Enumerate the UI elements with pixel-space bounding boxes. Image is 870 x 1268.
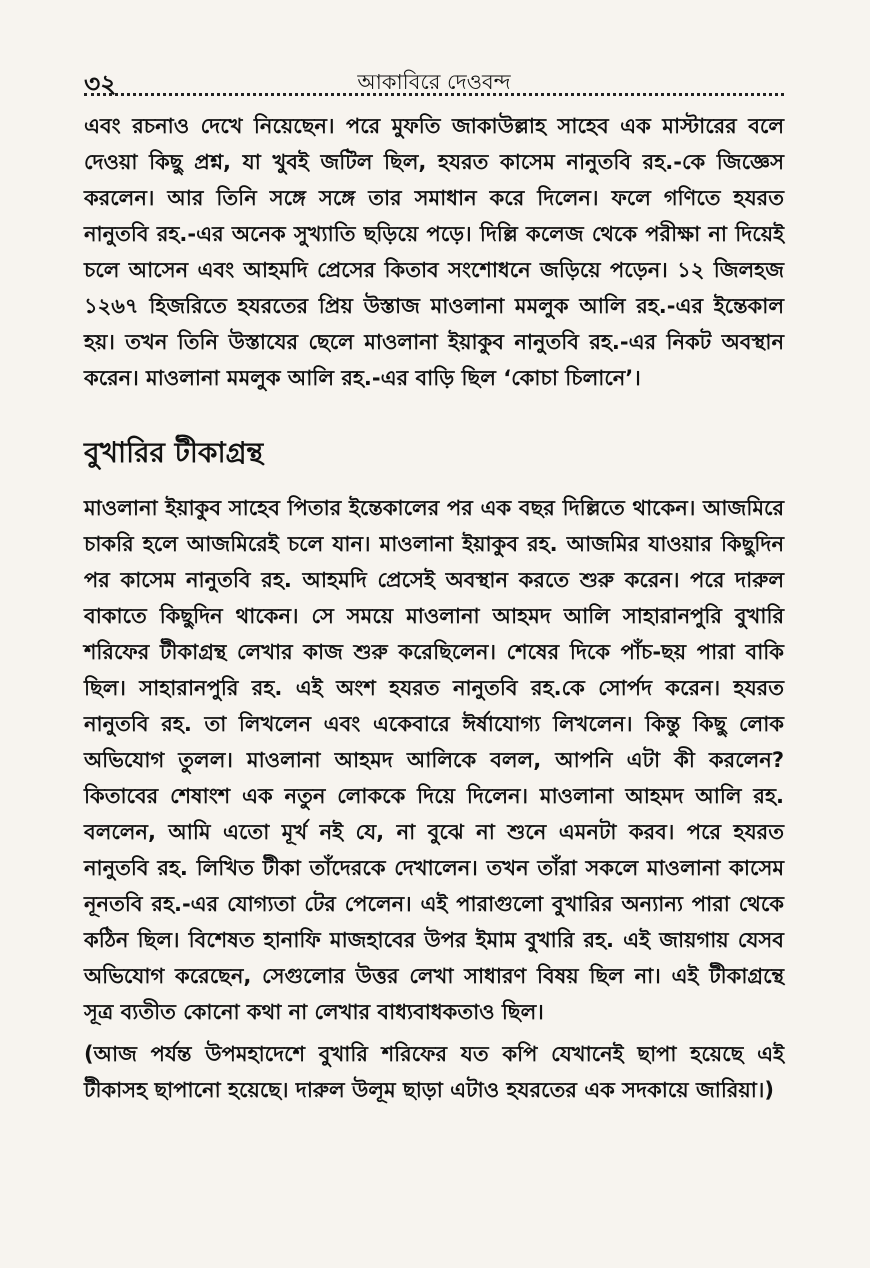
section-heading: বুখারির টীকাগ্রন্থ — [84, 436, 264, 469]
page-content — [84, 108, 784, 1108]
opening-paragraph: এবং রচনাও দেখে নিয়েছেন। পরে মুফতি জাকাউল্লাহ সাহেব এক মাস্টারের বলে দেওয়া কিছু প্রশ্ন, যা খুবই জটিল ছিল, হযরত কাসেম নানুতবি রহ.-কে জিজ্ঞেস করলেন। আর তিনি সঙ্গে সঙ্গে তার সমাধান করে দিলেন। ফলে গণিতে হযরত নানুতবি রহ.-এর অনেক সুখ্যাতি ছড়িয়ে পড়ে। দিল্লি কলেজ থেকে পরীক্ষা না দিয়েই চলে আসেন এবং আহমদি প্রেসের কিতাব সংশোধনে জড়িয়ে পড়েন। ১২ জিলহজ ১২৬৭ হিজরিতে হযরতের প্রিয় উস্তাজ মাওলানা মমলুক আলি রহ.-এর ইন্তেকাল হয়। তখন তিনি উস্তাযের ছেলে মাওলানা ইয়াকুব নানুতবি রহ.-এর নিকট অবস্থান করেন। মাওলানা মমলুক আলি রহ.-এর বাড়ি ছিল ‘কোচা চিলানে’। — [84, 114, 784, 390]
running-title: আকাবিরে দেওবন্দ — [357, 70, 511, 94]
page-number: ৩২ — [84, 69, 117, 98]
page-header — [84, 62, 784, 98]
parenthetical-paragraph: (আজ পর্যন্ত উপমহাদেশে বুখারি শরিফের যত কপি যেখানেই ছাপা হয়েছে এই টীকাসহ ছাপানো হয়েছে। দারুল উলূম ছাড়া এটাও হযরতের এক সদকায়ে জারিয়া।) — [84, 1042, 784, 1102]
main-paragraph: মাওলানা ইয়াকুব সাহেব পিতার ইন্তেকালের পর এক বছর দিল্লিতে থাকেন। আজমিরে চাকরি হলে আজমিরেই চলে যান। মাওলানা ইয়াকুব রহ. আজমির যাওয়ার কিছুদিন পর কাসেম নানুতবি রহ. আহমদি প্রেসেই অবস্থান করতে শুরু করেন। পরে দারুল বাকাতে কিছুদিন থাকেন। সে সময়ে মাওলানা আহমদ আলি সাহারানপুরি বুখারি শরিফের টীকাগ্রন্থ লেখার কাজ শুরু করেছিলেন। শেষের দিকে পাঁচ-ছয় পারা বাকি ছিল। সাহারানপুরি রহ. এই অংশ হযরত নানুতবি রহ.কে সোর্পদ করেন। হযরত নানুতবি রহ. তা লিখলেন এবং একেবারে ঈর্ষাযোগ্য লিখলেন। কিন্তু কিছু লোক অভিযোগ তুলল। মাওলানা আহমদ আলিকে বলল, আপনি এটা কী করলেন? কিতাবের শেষাংশ এক নতুন লোককে দিয়ে দিলেন। মাওলানা আহমদ আলি রহ. বললেন, আমি এতো মূর্খ নই যে, না বুঝে না শুনে এমনটা করব। পরে হযরত নানুতবি রহ. লিখিত টীকা তাঁদেরকে দেখালেন। তখন তাঁরা সকলে মাওলানা কাসেম নূনতবি রহ.-এর যোগ্যতা টের পেলেন। এই পারাগুলো বুখারির অন্যান্য পারা থেকে কঠিন ছিল। বিশেষত হানাফি মাজহাবের উপর ইমাম বুখারি রহ. এই জায়গায় যেসব অভিযোগ করেছেন, সেগুলোর উত্তর লেখা সাধারণ বিষয় ছিল না। এই টীকাগ্রন্থে সূত্র ব্যতীত কোনো কথা না লেখার বাধ্যবাধকতাও ছিল। — [84, 496, 784, 1024]
header-divider — [84, 93, 784, 96]
